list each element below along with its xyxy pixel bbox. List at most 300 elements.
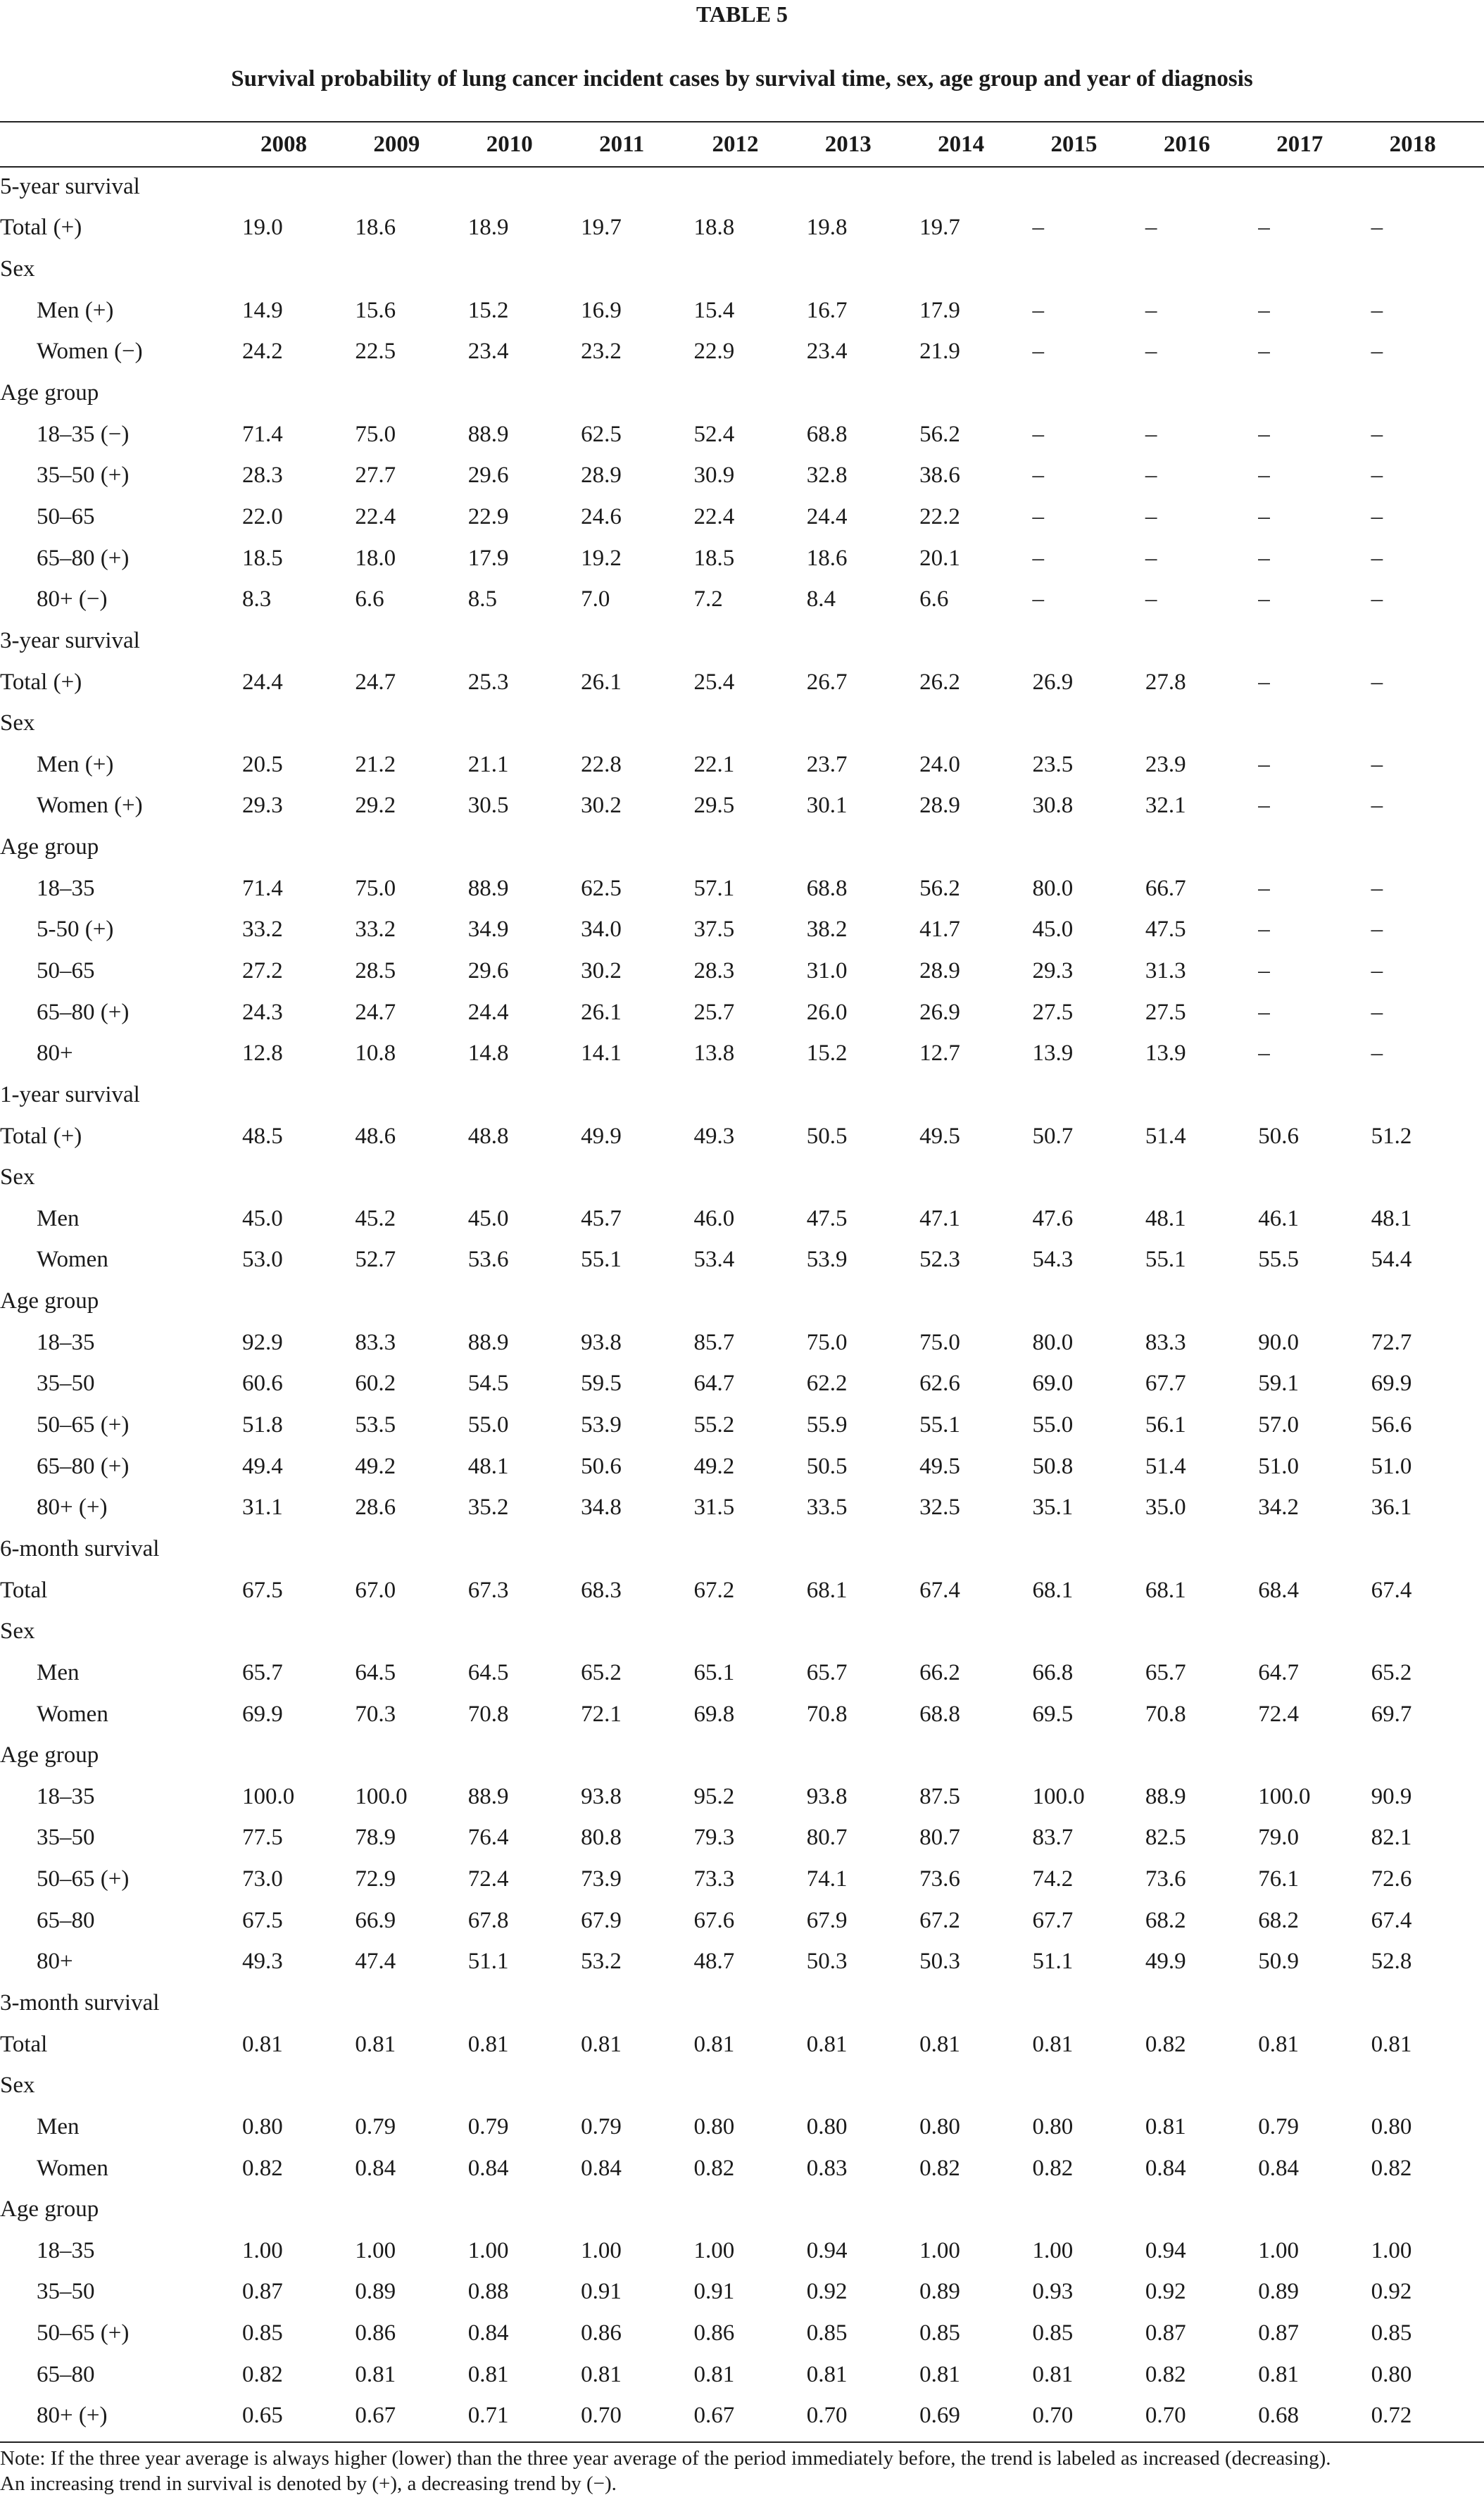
empty-cell [1371,166,1484,208]
table-row [0,950,1484,992]
value-cell: 1.00 [242,2237,283,2263]
empty-cell [1033,1074,1145,1116]
value-cell: 28.9 [919,957,960,983]
value-cell: 72.9 [355,1866,396,1892]
value-cell: 45.0 [467,1205,509,1231]
empty-cell [1371,1611,1484,1652]
table-row [0,910,1484,951]
group-label: Age group [0,834,99,860]
value-cell: 38.2 [806,917,848,943]
empty-cell [242,703,355,744]
empty-cell [581,166,693,208]
table-row [0,1818,1484,1859]
value-cell: 24.0 [919,751,960,777]
value-cell: 88.9 [467,1329,509,1355]
empty-cell [242,1281,355,1322]
value-cell: 29.6 [467,957,509,983]
value-cell: 12.7 [919,1041,960,1067]
table-row [0,1900,1484,1942]
value-cell: 0.84 [1258,2155,1299,2181]
empty-cell [1258,1982,1371,2024]
value-cell: 75.0 [355,875,396,901]
value-cell: 7.0 [581,586,610,612]
value-cell: 29.3 [242,793,283,819]
empty-cell [1033,826,1145,868]
value-cell: 79.3 [693,1825,735,1851]
table-number: TABLE 5 [696,1,788,27]
empty-cell [1033,1982,1145,2024]
value-cell: 25.7 [693,999,735,1025]
value-cell: 50.5 [806,1453,848,1479]
year-header: 2012 [712,131,759,157]
empty-cell [807,1281,919,1322]
empty-cell [468,2189,581,2230]
value-cell: 0.71 [467,2403,509,2429]
table-row [0,332,1484,373]
value-cell: 59.5 [581,1371,622,1397]
row-label: 35–50 [37,1371,95,1397]
value-cell: 68.1 [806,1577,848,1603]
empty-cell [1371,826,1484,868]
value-cell: 48.8 [467,1123,509,1149]
header-label-cell [0,122,242,166]
value-cell: 24.4 [467,999,509,1025]
year-header: 2009 [373,131,420,157]
value-cell: 0.85 [919,2320,960,2346]
value-cell: – [1371,545,1383,571]
section-label: 3-month survival [0,1990,160,2016]
empty-cell [1258,1611,1371,1652]
empty-cell [1145,166,1258,208]
value-cell: 24.4 [242,669,283,695]
empty-cell [1145,2189,1258,2230]
value-cell: 0.79 [1258,2113,1299,2139]
section-label: 1-year survival [0,1081,140,1107]
header-row [0,122,1484,166]
value-cell: 68.1 [1032,1577,1074,1603]
value-cell: – [1032,215,1045,241]
value-cell: 68.8 [806,875,848,901]
value-cell: 76.1 [1258,1866,1299,1892]
value-cell: 65.2 [1371,1659,1412,1685]
empty-cell [468,1157,581,1198]
empty-cell [807,1611,919,1652]
value-cell: 62.5 [581,875,622,901]
value-cell: – [1258,999,1270,1025]
section-row [0,1528,1484,1570]
value-cell: 51.0 [1258,1453,1299,1479]
value-cell: 78.9 [355,1825,396,1851]
value-cell: 6.6 [919,586,949,612]
empty-cell [1371,620,1484,662]
value-cell: 18.8 [693,215,735,241]
value-cell: 12.8 [242,1041,283,1067]
value-cell: 92.9 [242,1329,283,1355]
value-cell: 62.2 [806,1371,848,1397]
value-cell: – [1371,875,1383,901]
value-cell: 0.87 [1258,2320,1299,2346]
value-cell: 93.8 [581,1783,622,1809]
empty-cell [1258,372,1371,414]
value-cell: – [1258,793,1270,819]
value-cell: 53.6 [467,1247,509,1273]
empty-cell [693,2189,806,2230]
value-cell: 0.81 [355,2031,396,2057]
empty-cell [1145,620,1258,662]
value-cell: – [1032,586,1045,612]
value-cell: 29.3 [1032,957,1074,983]
value-cell: 17.9 [467,545,509,571]
value-cell: 54.3 [1032,1247,1074,1273]
empty-cell [1371,1735,1484,1776]
table-row [0,2106,1484,2148]
empty-cell [1371,2065,1484,2106]
empty-cell [919,249,1032,290]
value-cell: 48.5 [242,1123,283,1149]
value-cell: – [1258,503,1270,529]
value-cell: 88.9 [467,875,509,901]
value-cell: 0.70 [581,2403,622,2429]
row-label: Women [37,1701,108,1727]
empty-cell [581,2189,693,2230]
value-cell: 28.3 [242,463,283,489]
value-cell: – [1258,957,1270,983]
value-cell: – [1371,503,1383,529]
empty-cell [1258,249,1371,290]
value-cell: 26.1 [581,669,622,695]
value-cell: 0.82 [1145,2361,1186,2387]
year-header: 2014 [938,131,985,157]
value-cell: 76.4 [467,1825,509,1851]
value-cell: – [1145,215,1157,241]
value-cell: 1.00 [919,2237,960,2263]
empty-cell [807,2065,919,2106]
empty-cell [919,703,1032,744]
value-cell: 37.5 [693,917,735,943]
value-cell: 65.2 [581,1659,622,1685]
empty-cell [581,1735,693,1776]
year-header: 2011 [599,131,645,157]
value-cell: 24.2 [242,339,283,365]
value-cell: 0.80 [1371,2361,1412,2387]
value-cell: 70.8 [1145,1701,1186,1727]
value-cell: 49.9 [581,1123,622,1149]
value-cell: 45.2 [355,1205,396,1231]
row-label: Women (−) [37,339,143,365]
empty-cell [807,372,919,414]
value-cell: 93.8 [581,1329,622,1355]
value-cell: 0.68 [1258,2403,1299,2429]
value-cell: 72.6 [1371,1866,1412,1892]
value-cell: 79.0 [1258,1825,1299,1851]
empty-cell [581,249,693,290]
row-label: 65–80 (+) [37,1453,130,1479]
value-cell: 0.92 [806,2279,848,2305]
value-cell: 0.82 [1145,2031,1186,2057]
value-cell: 26.9 [1032,669,1074,695]
empty-cell [242,2189,355,2230]
value-cell: – [1258,297,1270,323]
value-cell: 49.3 [242,1949,283,1975]
value-cell: 0.85 [242,2320,283,2346]
value-cell: 0.81 [1032,2361,1074,2387]
value-cell: 0.84 [467,2320,509,2346]
table-row [0,455,1484,496]
value-cell: 67.5 [242,1577,283,1603]
empty-cell [355,1611,467,1652]
bottom-rule [0,2441,1484,2443]
empty-cell [468,2065,581,2106]
empty-cell [919,1982,1032,2024]
row-label: 80+ (−) [37,586,108,612]
value-cell: 0.93 [1032,2279,1074,2305]
value-cell: 48.1 [1145,1205,1186,1231]
value-cell: 0.82 [919,2155,960,2181]
empty-cell [807,1735,919,1776]
value-cell: 20.1 [919,545,960,571]
value-cell: – [1258,1041,1270,1067]
value-cell: 28.9 [581,463,622,489]
value-cell: 20.5 [242,751,283,777]
value-cell: 0.89 [355,2279,396,2305]
value-cell: 52.4 [693,421,735,447]
empty-cell [807,2189,919,2230]
value-cell: 47.5 [806,1205,848,1231]
section-row [0,166,1484,208]
value-cell: 83.3 [355,1329,396,1355]
empty-cell [1145,1157,1258,1198]
value-cell: 73.3 [693,1866,735,1892]
year-header: 2015 [1050,131,1098,157]
value-cell: 22.0 [242,503,283,529]
value-cell: 49.5 [919,1123,960,1149]
value-cell: 0.79 [355,2113,396,2139]
empty-cell [807,703,919,744]
empty-cell [468,826,581,868]
table-row [0,2230,1484,2272]
value-cell: 18.6 [355,215,396,241]
value-cell: 19.2 [581,545,622,571]
empty-cell [693,703,806,744]
value-cell: 0.84 [355,2155,396,2181]
value-cell: 16.9 [581,297,622,323]
empty-cell [807,166,919,208]
value-cell: 70.8 [467,1701,509,1727]
empty-cell [468,166,581,208]
empty-cell [355,1281,467,1322]
value-cell: 0.65 [242,2403,283,2429]
value-cell: 0.70 [806,2403,848,2429]
empty-cell [1145,1528,1258,1570]
value-cell: 25.3 [467,669,509,695]
value-cell: 72.4 [1258,1701,1299,1727]
value-cell: 19.8 [806,215,848,241]
value-cell: 85.7 [693,1329,735,1355]
empty-cell [919,2065,1032,2106]
value-cell: 67.4 [919,1577,960,1603]
value-cell: 0.82 [1032,2155,1074,2181]
row-label: Total (+) [0,215,82,241]
value-cell: – [1258,421,1270,447]
value-cell: 0.83 [806,2155,848,2181]
value-cell: 29.2 [355,793,396,819]
group-row [0,372,1484,414]
empty-cell [1145,249,1258,290]
value-cell: 0.80 [693,2113,735,2139]
value-cell: 22.8 [581,751,622,777]
value-cell: 24.4 [806,503,848,529]
value-cell: 31.1 [242,1495,283,1521]
value-cell: 26.7 [806,669,848,695]
value-cell: 48.7 [693,1949,735,1975]
empty-cell [355,1157,467,1198]
table-body [0,166,1484,2437]
empty-cell [1371,1074,1484,1116]
value-cell: 15.4 [693,297,735,323]
empty-cell [581,1982,693,2024]
year-header: 2010 [486,131,533,157]
empty-cell [1258,703,1371,744]
value-cell: 45.0 [242,1205,283,1231]
value-cell: – [1145,421,1157,447]
value-cell: 24.7 [355,999,396,1025]
value-cell: 90.0 [1258,1329,1299,1355]
value-cell: – [1258,215,1270,241]
value-cell: 51.2 [1371,1123,1412,1149]
value-cell: 18.5 [242,545,283,571]
value-cell: 77.5 [242,1825,283,1851]
empty-cell [807,1074,919,1116]
value-cell: 100.0 [1032,1783,1085,1809]
value-cell: 73.6 [1145,1866,1186,1892]
value-cell: 88.9 [1145,1783,1186,1809]
empty-cell [919,372,1032,414]
value-cell: 67.7 [1032,1907,1074,1933]
value-cell: 34.0 [581,917,622,943]
value-cell: 0.89 [1258,2279,1299,2305]
value-cell: 51.8 [242,1412,283,1438]
survival-table [0,122,1484,2437]
value-cell: 0.67 [693,2403,735,2429]
year-header: 2013 [824,131,872,157]
value-cell: 30.2 [581,793,622,819]
value-cell: 0.81 [1032,2031,1074,2057]
empty-cell [242,249,355,290]
empty-cell [693,372,806,414]
table-row [0,1364,1484,1405]
empty-cell [1145,1982,1258,2024]
row-label: 35–50 (+) [37,463,130,489]
empty-cell [1371,1157,1484,1198]
value-cell: 26.2 [919,669,960,695]
value-cell: – [1032,339,1045,365]
value-cell: 0.80 [919,2113,960,2139]
empty-cell [693,620,806,662]
row-label: Total (+) [0,669,82,695]
value-cell: 73.9 [581,1866,622,1892]
value-cell: 55.1 [581,1247,622,1273]
value-cell: 26.0 [806,999,848,1025]
value-cell: 34.8 [581,1495,622,1521]
value-cell: 69.7 [1371,1701,1412,1727]
empty-cell [355,372,467,414]
value-cell: 51.0 [1371,1453,1412,1479]
empty-cell [581,826,693,868]
value-cell: 0.81 [581,2031,622,2057]
table-row [0,2354,1484,2396]
table-row [0,744,1484,786]
table-note [0,2446,1484,2496]
value-cell: – [1032,297,1045,323]
value-cell: 0.80 [1371,2113,1412,2139]
value-cell: 32.1 [1145,793,1186,819]
table-row [0,1652,1484,1694]
value-cell: 28.9 [919,793,960,819]
section-label: 3-year survival [0,627,140,653]
value-cell: 0.82 [242,2155,283,2181]
year-header: 2018 [1389,131,1436,157]
value-cell: 36.1 [1371,1495,1412,1521]
value-cell: 30.5 [467,793,509,819]
table-row [0,2024,1484,2066]
value-cell: 73.0 [242,1866,283,1892]
value-cell: 0.67 [355,2403,396,2429]
value-cell: 18.0 [355,545,396,571]
value-cell: 83.3 [1145,1329,1186,1355]
value-cell: 13.9 [1032,1041,1074,1067]
value-cell: 49.2 [693,1453,735,1479]
row-label: 18–35 (−) [37,421,130,447]
empty-cell [355,2189,467,2230]
value-cell: 67.3 [467,1577,509,1603]
empty-cell [1033,372,1145,414]
row-label: Men (+) [37,297,114,323]
row-label: 65–80 [37,2361,95,2387]
value-cell: 19.0 [242,215,283,241]
value-cell: 100.0 [242,1783,295,1809]
row-label: 35–50 [37,1825,95,1851]
value-cell: 0.86 [581,2320,622,2346]
empty-cell [1371,2189,1484,2230]
value-cell: 18.6 [806,545,848,571]
value-cell: 75.0 [919,1329,960,1355]
value-cell: 30.2 [581,957,622,983]
value-cell: 68.8 [806,421,848,447]
value-cell: 47.4 [355,1949,396,1975]
empty-cell [919,826,1032,868]
value-cell: 26.9 [919,999,960,1025]
value-cell: 0.81 [1145,2113,1186,2139]
value-cell: – [1371,215,1383,241]
empty-cell [1145,2065,1258,2106]
value-cell: 1.00 [1032,2237,1074,2263]
value-cell: 34.2 [1258,1495,1299,1521]
table-row [0,1776,1484,1818]
empty-cell [919,1074,1032,1116]
value-cell: 64.5 [355,1659,396,1685]
group-row [0,826,1484,868]
group-row [0,1281,1484,1322]
value-cell: 0.81 [919,2361,960,2387]
value-cell: – [1145,297,1157,323]
empty-cell [1033,2065,1145,2106]
value-cell: 69.5 [1032,1701,1074,1727]
group-label: Sex [0,256,35,282]
row-label: 80+ [37,1041,73,1067]
empty-cell [693,826,806,868]
value-cell: 41.7 [919,917,960,943]
empty-cell [242,1735,355,1776]
